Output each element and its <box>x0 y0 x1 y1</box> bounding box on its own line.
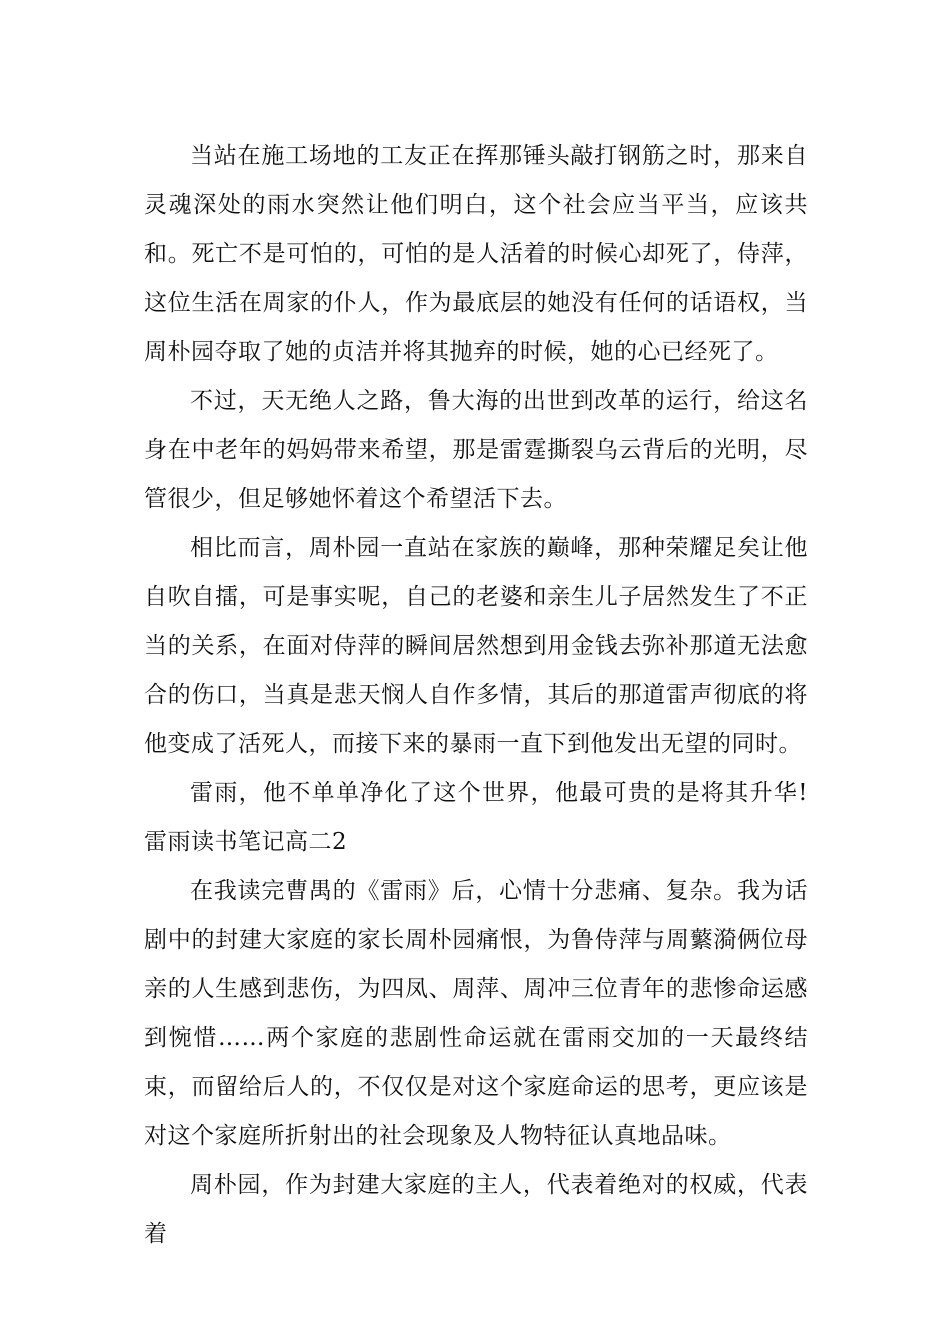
paragraph-2: 不过，天无绝人之路，鲁大海的出世到改革的运行，给这名身在中老年的妈妈带来希望，那是雷霆撕裂乌云背后的光明，尽管很少，但足够她怀着这个希望活下去。 <box>144 388 808 512</box>
paragraph-4: 雷雨，他不单单净化了这个世界，他最可贵的是将其升华!雷雨读书笔记高二2 <box>144 780 808 855</box>
document-body <box>144 132 808 1259</box>
paragraph-1: 当站在施工场地的工友正在挥那锤头敲打钢筋之时，那来自灵魂深处的雨水突然让他们明白，这个社会应当平当，应该共和。死亡不是可怕的，可怕的是人活着的时候心却死了，侍萍，这位生活在周家的仆人，作为最底层的她没有任何的话语权，当周朴园夺取了她的贞洁并将其抛弃的时候，她的心已经死了。 <box>144 143 808 365</box>
paragraph-6: 周朴园，作为封建大家庭的主人，代表着绝对的权威，代表着 <box>144 1172 808 1247</box>
paragraph-3: 相比而言，周朴园一直站在家族的巅峰，那种荣耀足矣让他自吹自擂，可是事实呢，自己的老婆和亲生儿子居然发生了不正当的关系，在面对侍萍的瞬间居然想到用金钱去弥补那道无法愈合的伤口，当真是悲天悯人自作多情，其后的那道雷声彻底的将他变成了活死人，而接下来的暴雨一直下到他发出无望的同时。 <box>144 535 808 757</box>
paragraph-5: 在我读完曹禺的《雷雨》后，心情十分悲痛、复杂。我为话剧中的封建大家庭的家长周朴园痛恨，为鲁侍萍与周蘩漪俩位母亲的人生感到悲伤，为四凤、周萍、周冲三位青年的悲惨命运感到惋惜……两个家庭的悲剧性命运就在雷雨交加的一天最终结束，而留给后人的，不仅仅是对这个家庭命运的思考，更应该是对这个家庭所折射出的社会现象及人物特征认真地品味。 <box>144 878 808 1149</box>
